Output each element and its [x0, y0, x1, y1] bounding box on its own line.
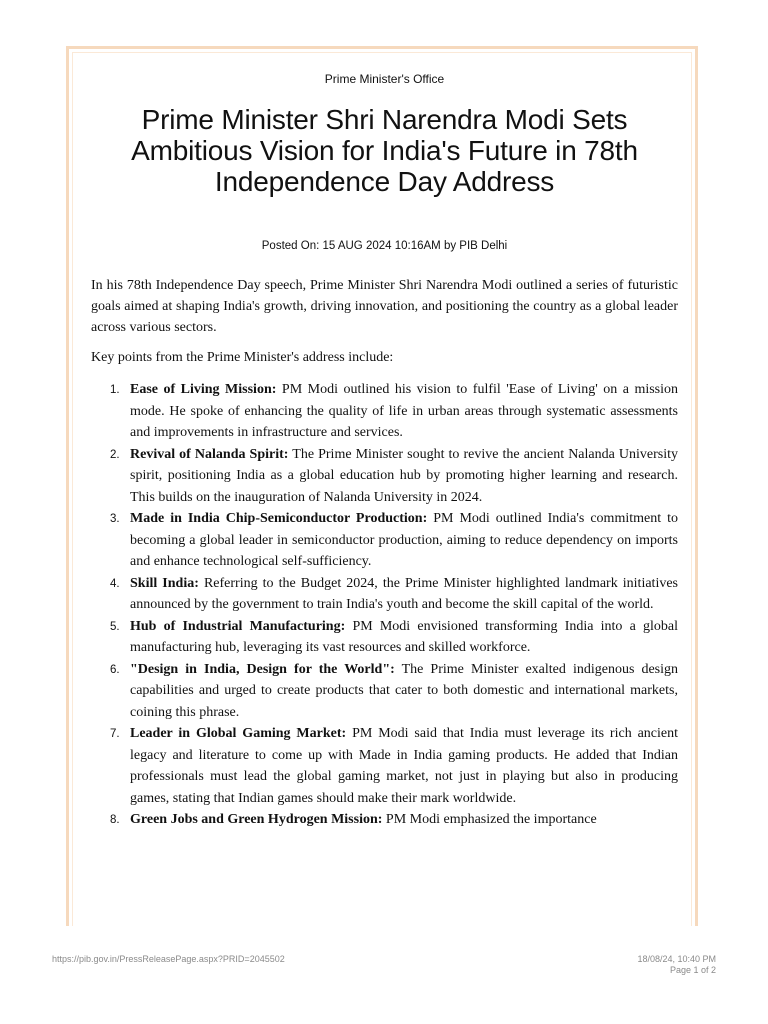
point-title: Leader in Global Gaming Market: — [130, 726, 347, 741]
point-text: PM Modi envisioned transforming India into a global manufacturing hub, leveraging its vast resources and skilled workforce. — [130, 618, 679, 655]
page-title: Prime Minister Shri Narendra Modi Sets Ambitious Vision for India's Future in 78th Independence Day Address — [131, 104, 638, 197]
list-number: 1. — [110, 384, 120, 396]
point-text: PM Modi said that India must leverage its rich ancient legacy and literature to come up with Made in India gaming products. He added that Indian professionals must lead the global gaming market, not just in playing but also in producing games, stating that Indian games should make their mark worldwide. — [130, 726, 679, 806]
list-number: 8. — [110, 814, 120, 826]
document-page — [66, 46, 698, 926]
list-item — [91, 444, 678, 509]
point-text: PM Modi outlined his vision to fulfil 'Ease of Living' on a mission mode. He spoke of enhancing the quality of life in urban areas through systematic assessments and improvements in infrastructure and services. — [130, 382, 679, 440]
key-points-heading: Key points from the Prime Minister's address include: — [91, 350, 394, 365]
point-title: Made in India Chip-Semiconductor Production: — [130, 511, 428, 526]
point-title: "Design in India, Design for the World": — [130, 661, 395, 677]
page-content — [91, 53, 678, 831]
footer-page-number: Page 1 of 2 — [669, 965, 716, 975]
point-title: Skill India: — [130, 575, 199, 591]
list-number: 5. — [110, 620, 120, 633]
point-title: Ease of Living Mission: — [130, 382, 277, 397]
point-title: Green Jobs and Green Hydrogen Mission: — [130, 812, 383, 827]
point-text: Referring to the Budget 2024, the Prime Minister highlighted landmark initiatives announced by the government to train India's youth and become the skill capital of the world. — [130, 575, 678, 612]
list-item — [91, 379, 678, 444]
list-item — [91, 723, 678, 809]
list-item — [91, 659, 678, 724]
posted-on: Posted On: 15 AUG 2024 10:16AM by PIB Delhi — [261, 240, 508, 252]
office-label: Prime Minister's Office — [324, 72, 445, 86]
point-title: Hub of Industrial Manufacturing: — [130, 618, 346, 634]
list-number: 6. — [110, 663, 120, 676]
point-text: The Prime Minister sought to revive the ancient Nalanda University spirit, positioning India as a global education hub by promoting higher learning and research. This builds on the inauguration of Nalanda University in 2024. — [130, 446, 679, 505]
list-number: 3. — [110, 513, 120, 525]
list-item — [91, 616, 678, 659]
list-item — [91, 508, 678, 573]
intro-paragraph: In his 78th Independence Day speech, Prime Minister Shri Narendra Modi outlined a series of futuristic goals aimed at shaping India's growth, driving innovation, and positioning the country as a global leader across various sectors. — [91, 278, 678, 335]
footer-datetime: 18/08/24, 10:40 PM — [637, 954, 716, 964]
list-number: 2. — [110, 448, 120, 461]
point-text: PM Modi emphasized the importance — [385, 812, 597, 827]
list-item — [91, 573, 678, 616]
list-number: 7. — [110, 728, 120, 740]
point-title: Revival of Nalanda Spirit: — [130, 446, 289, 462]
list-number: 4. — [110, 577, 120, 590]
list-item — [91, 809, 678, 831]
page-inner-border — [72, 52, 692, 926]
point-text: PM Modi outlined India's commitment to becoming a global leader in semiconductor production, aiming to reduce dependency on imports and enhance technological self-sufficiency. — [130, 511, 678, 569]
key-points-list — [91, 379, 678, 831]
footer-meta — [637, 954, 716, 976]
footer-url: https://pib.gov.in/PressReleasePage.aspx?PRID=2045502 — [52, 954, 285, 964]
point-text: The Prime Minister exalted indigenous design capabilities and urged to create products that cater to both domestic and international markets, coining this phrase. — [130, 661, 679, 720]
